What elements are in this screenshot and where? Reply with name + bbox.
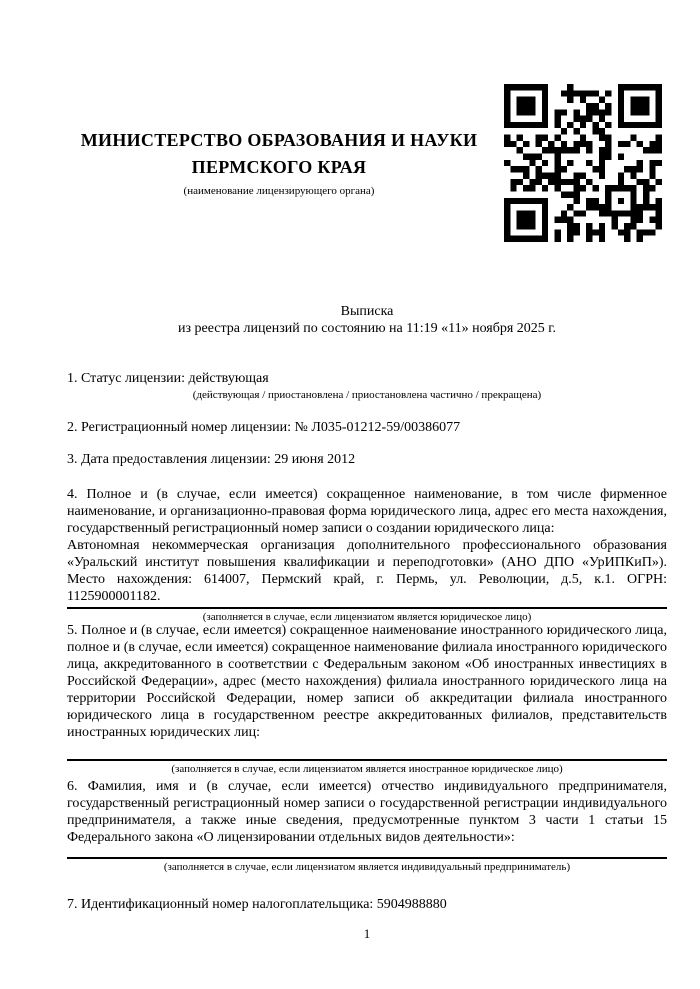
- individual-entrepreneur-value: [67, 846, 667, 855]
- foreign-entity-label: 5. Полное и (в случае, если имеется) сокращенное наименование иностранного юридического лица, полное и (в случае, если имеется) сокращенное наименование филиала иностранного юридического лица, аккредитованного в соответствии с Федеральным законом «Об иностранных инвестициях в Российской Федерации», адрес (место нахождения) филиала иностранного юридического лица на территории Российской Федерации, номер записи об аккредитации филиала иностранного юридического лица в государственном реестре аккредитованных филиалов, представительств иностранных юридических лиц:: [67, 623, 667, 740]
- taxpayer-number-text: 7. Идентификационный номер налогоплательщика: 5904988880: [67, 897, 447, 912]
- ministry-header: [67, 127, 491, 198]
- legal-entity-label: 4. Полное и (в случае, если имеется) сокращенное наименование, в том числе фирменное наименование, и организационно-правовая форма юридического лица, адрес его места нахождения, государственный регистрационный номер записи о создании юридического лица:: [67, 487, 667, 536]
- registration-number-text: 2. Регистрационный номер лицензии: № Л035-01212-59/00386077: [67, 420, 461, 435]
- license-status-options-caption: (действующая / приостановлена / приостановлена частично / прекращена): [192, 389, 542, 401]
- fill-line: [67, 759, 667, 761]
- item-taxpayer-number: [67, 896, 667, 913]
- document-subtitle: из реестра лицензий по состоянию на 11:19 «11» ноября 2025 г.: [178, 321, 556, 336]
- ministry-caption: (наименование лицензирующего органа): [183, 185, 375, 197]
- item-license-status: [67, 370, 667, 402]
- fill-line: [67, 607, 667, 609]
- individual-entrepreneur-label: 6. Фамилия, имя и (в случае, если имеется) отчество индивидуального предпринимателя, государственный регистрационный номер записи о государственной регистрации индивидуального предпринимателя, а также иные сведения, предусмотренные пунктом 3 части 1 статьи 15 Федерального закона «О лицензировании отдельных видов деятельности»:: [67, 779, 667, 845]
- foreign-entity-caption: (заполняется в случае, если лицензиатом является иностранное юридическое лицо): [171, 763, 563, 775]
- item-foreign-entity: [67, 622, 667, 776]
- license-status-text: 1. Статус лицензии: действующая: [67, 371, 269, 386]
- legal-entity-caption: (заполняется в случае, если лицензиатом является юридическое лицо): [202, 611, 532, 623]
- foreign-entity-value: [67, 741, 667, 757]
- license-date-text: 3. Дата предоставления лицензии: 29 июня 2012: [67, 452, 356, 467]
- individual-entrepreneur-caption: (заполняется в случае, если лицензиатом является индивидуальный предприниматель): [163, 861, 571, 873]
- item-registration-number: [67, 419, 667, 436]
- item-legal-entity: [67, 486, 667, 624]
- item-license-date: [67, 451, 667, 468]
- document-title-block: [67, 303, 667, 337]
- legal-entity-value: Автономная некоммерческая организация дополнительного профессионального образования «Уральский институт повышения квалификации и переподготовки» (АНО ДПО «УрИПКиП»). Место нахождения: 614007, Пермский край, г. Пермь, ул. Революции, д.5, к.1. ОГРН: 1125900001182.: [67, 538, 667, 604]
- page-number: 1: [363, 926, 371, 941]
- document-title: Выписка: [340, 304, 394, 319]
- ministry-name-line2: ПЕРМСКОГО КРАЯ: [191, 157, 367, 177]
- item-individual-entrepreneur: [67, 778, 667, 874]
- fill-line: [67, 857, 667, 859]
- ministry-name-line1: МИНИСТЕРСТВО ОБРАЗОВАНИЯ И НАУКИ: [80, 130, 478, 150]
- qr-code-icon: [504, 84, 662, 242]
